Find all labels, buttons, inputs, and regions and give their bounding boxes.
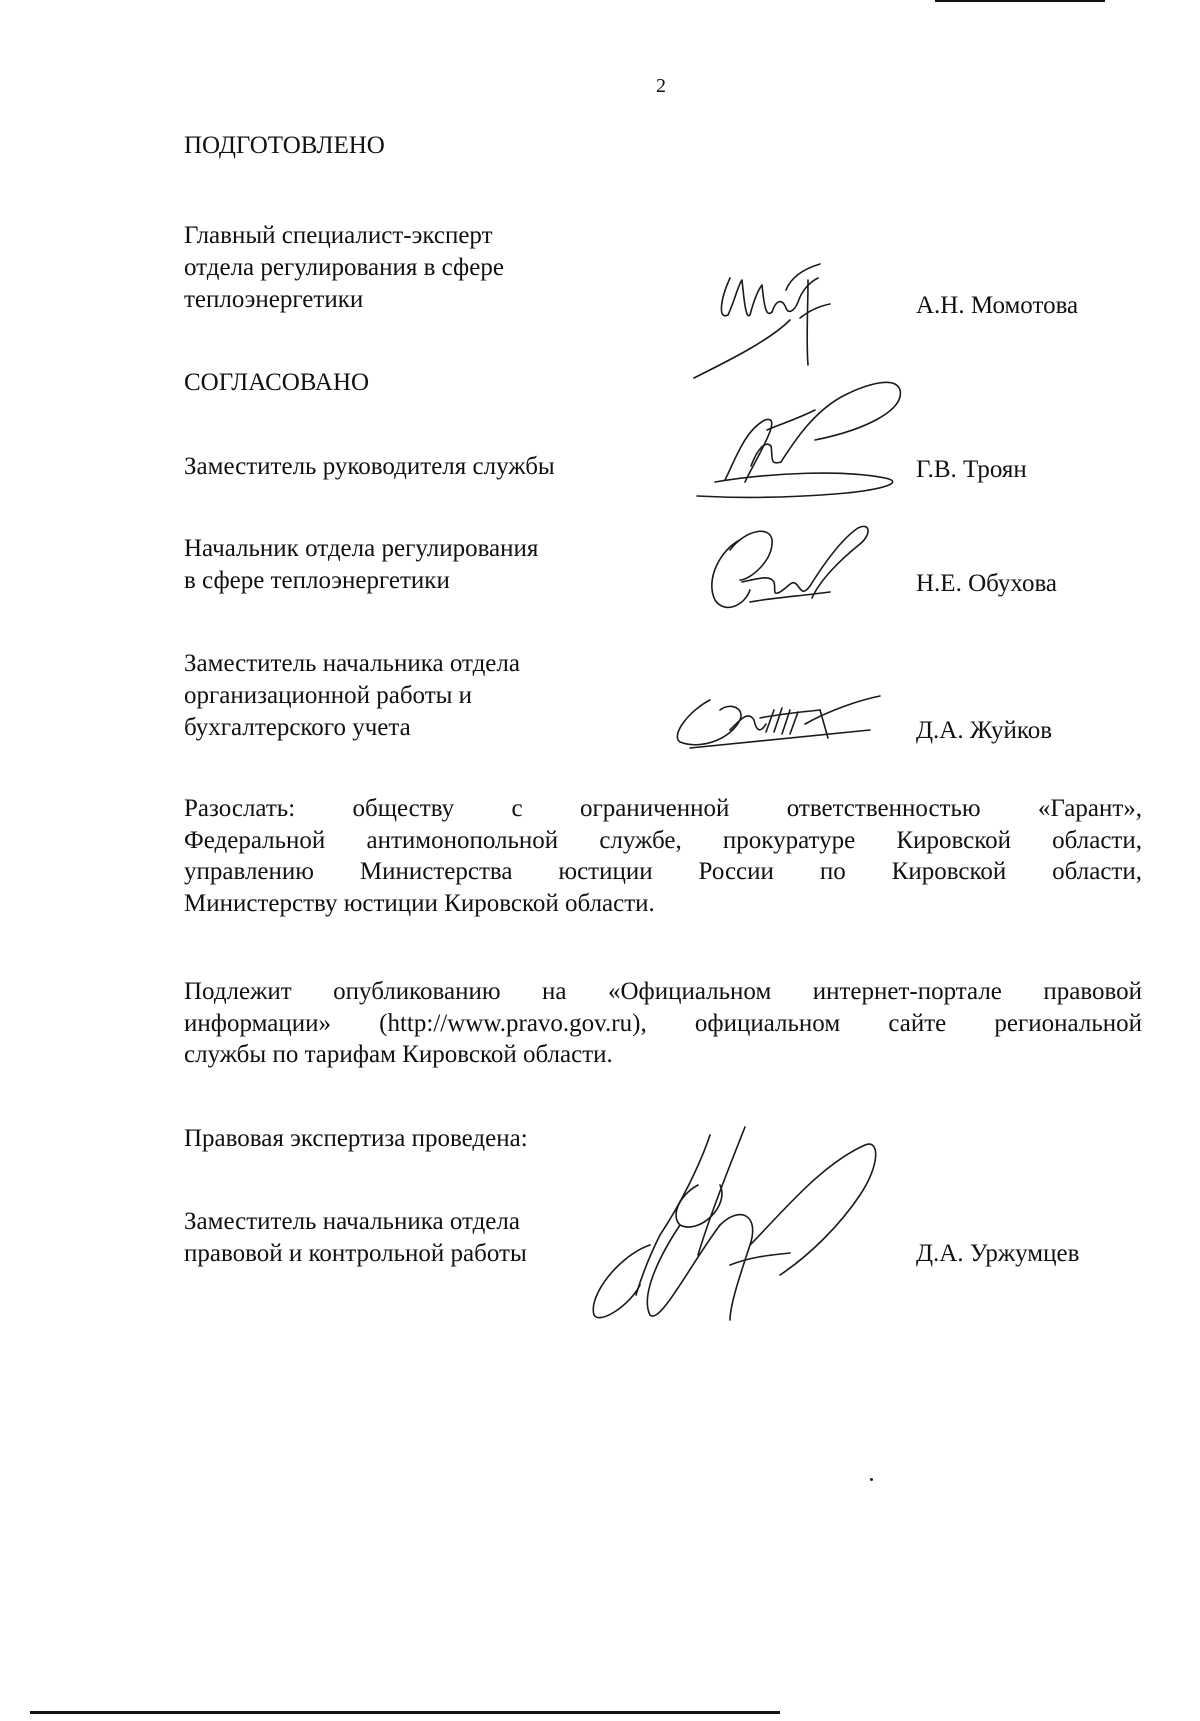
agreed-signer-position: в сфере теплоэнергетики bbox=[184, 567, 450, 594]
distribution-line: управлению Министерства юстиции России по Кировской области, bbox=[184, 858, 1142, 885]
page-number: 2 bbox=[656, 75, 666, 97]
legal-review-position-line: правовой и контрольной работы bbox=[184, 1240, 527, 1267]
signature-zhuikov bbox=[670, 680, 890, 760]
prepared-signer-name: А.Н. Момотова bbox=[916, 292, 1079, 319]
legal-review-title: Правовая экспертиза проведена: bbox=[184, 1125, 528, 1152]
agreed-signer-name: Д.А. Жуйков bbox=[916, 717, 1053, 744]
agreed-signer-position: Заместитель руководителя службы bbox=[184, 453, 555, 480]
distribution-paragraph bbox=[184, 793, 1142, 919]
publication-line: информации» (http://www.pravo.gov.ru), официальном сайте региональной bbox=[184, 1009, 1142, 1037]
scan-edge-top bbox=[935, 0, 1105, 2]
distribution-line: Разослать: обществу с ограниченной ответственностью «Гарант», bbox=[184, 795, 1142, 822]
prepared-position-line: теплоэнергетики bbox=[184, 286, 364, 313]
prepared-position-line: отдела регулирования в сфере bbox=[184, 254, 504, 281]
signature-troyan bbox=[695, 370, 915, 510]
prepared-heading: ПОДГОТОВЛЕНО bbox=[184, 132, 385, 159]
distribution-line: Федеральной антимонопольной службе, прокуратуре Кировской области, bbox=[184, 826, 1142, 854]
agreed-signer-position: Заместитель начальника отдела bbox=[184, 650, 520, 677]
publication-line: службы по тарифам Кировской области. bbox=[184, 1041, 613, 1068]
signature-urzhumtsev bbox=[580, 1125, 900, 1325]
signature-obukhova bbox=[700, 520, 880, 620]
publication-paragraph bbox=[184, 976, 1142, 1071]
scan-speck bbox=[870, 1478, 873, 1481]
legal-review-signer-name: Д.А. Уржумцев bbox=[916, 1240, 1080, 1267]
agreed-signer-position: Начальник отдела регулирования bbox=[184, 535, 539, 562]
publication-line: Подлежит опубликованию на «Официальном интернет-портале правовой bbox=[184, 978, 1142, 1005]
prepared-position-line: Главный специалист-эксперт bbox=[184, 222, 493, 249]
agreed-heading: СОГЛАСОВАНО bbox=[184, 369, 370, 396]
legal-review-position-line: Заместитель начальника отдела bbox=[184, 1208, 520, 1235]
agreed-signer-position: организационной работы и bbox=[184, 682, 473, 709]
agreed-signer-position: бухгалтерского учета bbox=[184, 714, 411, 741]
scan-edge-bottom bbox=[30, 1711, 780, 1714]
agreed-signer-name: Н.Е. Обухова bbox=[916, 570, 1058, 597]
agreed-signer-name: Г.В. Троян bbox=[916, 456, 1027, 483]
distribution-line: Министерству юстиции Кировской области. bbox=[184, 889, 655, 917]
